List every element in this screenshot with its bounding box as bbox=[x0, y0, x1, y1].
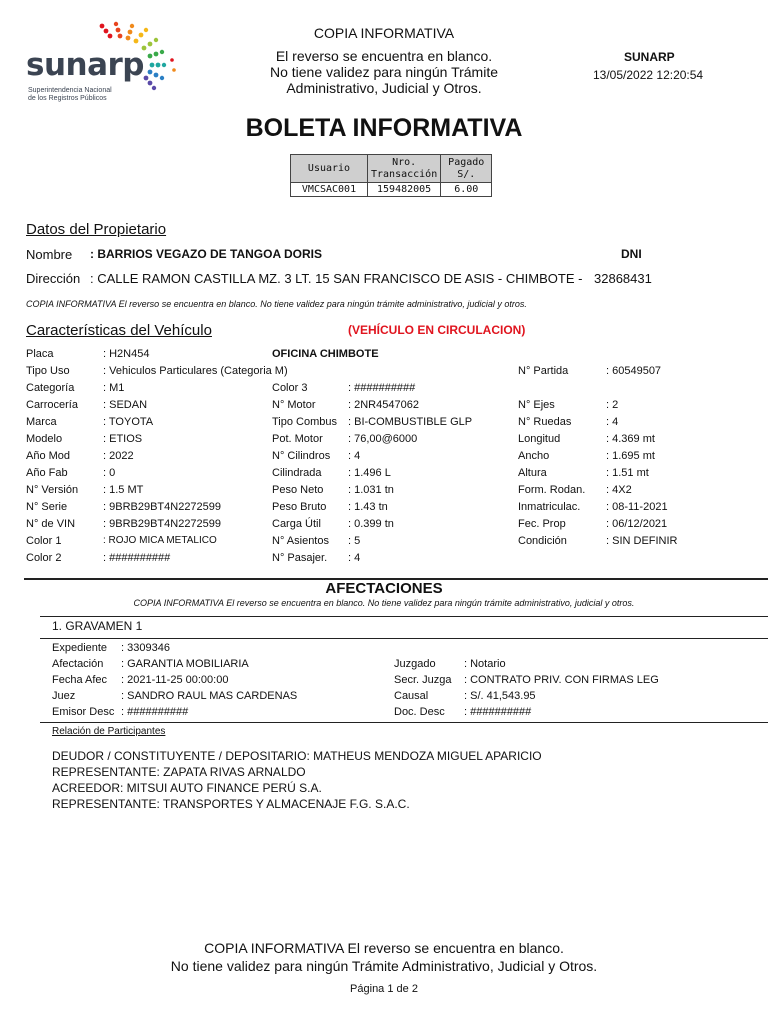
field-label: Afectación bbox=[52, 658, 104, 670]
txn-header-pagado: Pagado S/. bbox=[441, 155, 492, 183]
afectaciones-title: AFECTACIONES bbox=[325, 580, 443, 597]
participant-item: REPRESENTANTE: TRANSPORTES Y ALMACENAJE F.G. S.A.C. bbox=[52, 797, 410, 811]
header-notice-2: No tiene validez para ningún Trámite bbox=[269, 64, 499, 80]
field-label: Causal bbox=[394, 690, 429, 702]
page-number: Página 1 de 2 bbox=[350, 983, 418, 995]
afectaciones-disclaimer: COPIA INFORMATIVA El reverso se encuentra en blanco. No tiene validez para ningún trámite administrativo, judicial y otros. bbox=[133, 598, 635, 608]
field-value: : M1 bbox=[103, 382, 125, 394]
field-value: : 2022 bbox=[103, 450, 134, 462]
field-value: : Notario bbox=[464, 658, 506, 670]
field-label: Color 3 bbox=[272, 382, 308, 394]
field-label: Form. Rodan. bbox=[518, 484, 586, 496]
footer-line-2: No tiene validez para ningún Trámite Administrativo, Judicial y Otros. bbox=[170, 958, 598, 974]
txn-pagado: 6.00 bbox=[441, 183, 492, 197]
logo-wordmark: sunarp bbox=[26, 47, 144, 83]
transaction-table bbox=[290, 154, 492, 197]
txn-usuario: VMCSAC001 bbox=[291, 183, 368, 197]
field-value: : ########## bbox=[121, 706, 189, 718]
field-value: : 1.51 mt bbox=[606, 467, 649, 479]
field-label: Carga Útil bbox=[272, 518, 321, 530]
field-value: : ETIOS bbox=[103, 433, 143, 445]
field-label: Expediente bbox=[52, 642, 108, 654]
owner-section-title: Datos del Propietario bbox=[26, 221, 167, 238]
field-value: : ROJO MICA METALICO bbox=[103, 535, 217, 546]
field-value: : 2021-11-25 00:00:00 bbox=[121, 674, 229, 686]
field-value: : 76,00@6000 bbox=[348, 433, 418, 445]
logo-tagline-2: de los Registros Públicos bbox=[28, 95, 107, 102]
field-value: : 9BRB29BT4N2272599 bbox=[103, 501, 222, 513]
field-label: Inmatriculac. bbox=[518, 501, 581, 513]
field-label: Pot. Motor bbox=[272, 433, 323, 445]
field-value: : 1.5 MT bbox=[103, 484, 144, 496]
field-label: Peso Bruto bbox=[272, 501, 327, 513]
field-label: Año Fab bbox=[26, 467, 68, 479]
field-value: : SEDAN bbox=[103, 399, 148, 411]
field-label: Tipo Combus bbox=[272, 416, 338, 428]
field-label: N° Ruedas bbox=[518, 416, 572, 428]
field-value: : ########## bbox=[464, 706, 532, 718]
field-label: Doc. Desc bbox=[394, 706, 445, 718]
owner-disclaimer: COPIA INFORMATIVA El reverso se encuentra en blanco. No tiene validez para ningún trámite administrativo, judicial y otros. bbox=[26, 299, 527, 309]
participant-item: DEUDOR / CONSTITUYENTE / DEPOSITARIO: MATHEUS MENDOZA MIGUEL APARICIO bbox=[52, 749, 542, 763]
field-label: Año Mod bbox=[26, 450, 71, 462]
field-label: Fecha Afec bbox=[52, 674, 108, 686]
txn-header-transaccion: Nro. Transacción bbox=[368, 155, 441, 183]
field-value: : GARANTIA MOBILIARIA bbox=[121, 658, 249, 670]
field-value: : SANDRO RAUL MAS CARDENAS bbox=[121, 690, 298, 702]
field-label: Juzgado bbox=[394, 658, 436, 670]
field-label: Fec. Prop bbox=[518, 518, 566, 530]
transaction-header-row bbox=[291, 155, 492, 183]
field-label: Modelo bbox=[26, 433, 63, 445]
footer-line-1: COPIA INFORMATIVA El reverso se encuentra en blanco. bbox=[204, 940, 564, 956]
logo-tagline-1: Superintendencia Nacional bbox=[28, 87, 112, 94]
field-value: : BI-COMBUSTIBLE GLP bbox=[348, 416, 473, 428]
field-label: N° Partida bbox=[518, 365, 569, 377]
field-value: : ########## bbox=[348, 382, 416, 394]
field-label: Color 2 bbox=[26, 552, 62, 564]
owner-dni-value: 32868431 bbox=[594, 271, 652, 286]
transaction-value-row bbox=[291, 183, 492, 197]
field-label: Altura bbox=[518, 467, 547, 479]
field-label: N° Versión bbox=[26, 484, 79, 496]
owner-address-label: Dirección bbox=[26, 271, 81, 286]
field-label: Tipo Uso bbox=[26, 365, 70, 377]
field-label: N° Asientos bbox=[272, 535, 329, 547]
field-value: : 08-11-2021 bbox=[606, 501, 668, 513]
field-value: : 5 bbox=[348, 535, 361, 547]
field-label: Juez bbox=[52, 690, 76, 702]
gravamen-top-rule bbox=[40, 616, 768, 617]
field-label: Color 1 bbox=[26, 535, 62, 547]
field-label: N° Motor bbox=[272, 399, 316, 411]
field-label: Categoría bbox=[26, 382, 75, 394]
header-notice-1: El reverso se encuentra en blanco. bbox=[275, 48, 493, 64]
participants-title: Relación de Participantes bbox=[52, 726, 166, 737]
participant-item: ACREEDOR: MITSUI AUTO FINANCE PERÚ S.A. bbox=[52, 781, 322, 795]
field-value: : 2 bbox=[606, 399, 619, 411]
vehicle-section-title: Características del Vehículo bbox=[26, 322, 212, 339]
copy-title: COPIA INFORMATIVA bbox=[313, 25, 455, 41]
field-label: N° Pasajer. bbox=[272, 552, 328, 564]
header-notice-3: Administrativo, Judicial y Otros. bbox=[286, 80, 482, 96]
owner-address-value: : CALLE RAMON CASTILLA MZ. 3 LT. 15 SAN FRANCISCO DE ASIS - CHIMBOTE - bbox=[90, 271, 583, 286]
txn-numero: 159482005 bbox=[368, 183, 441, 197]
field-value: : CONTRATO PRIV. CON FIRMAS LEG bbox=[464, 674, 659, 686]
txn-header-usuario: Usuario bbox=[291, 155, 368, 183]
header-datetime: 13/05/2022 12:20:54 bbox=[593, 68, 704, 82]
field-value: : 06/12/2021 bbox=[606, 518, 668, 530]
field-value: : 4 bbox=[606, 416, 619, 428]
field-label: Ancho bbox=[518, 450, 550, 462]
field-label: Condición bbox=[518, 535, 567, 547]
field-value: : 1.031 tn bbox=[348, 484, 394, 496]
gravamen-heading: 1. GRAVAMEN 1 bbox=[52, 619, 143, 633]
field-value: : S/. 41,543.95 bbox=[464, 690, 536, 702]
field-value: : SIN DEFINIR bbox=[606, 535, 678, 547]
field-value: : ########## bbox=[103, 552, 171, 564]
field-label: Cilindrada bbox=[272, 467, 322, 479]
field-value: : 1.43 tn bbox=[348, 501, 388, 513]
field-value: : 4 bbox=[348, 552, 361, 564]
participant-item: REPRESENTANTE: ZAPATA RIVAS ARNALDO bbox=[52, 765, 306, 779]
owner-name-label: Nombre bbox=[26, 247, 73, 262]
field-label: N° Ejes bbox=[518, 399, 555, 411]
field-label: N° Serie bbox=[26, 501, 68, 513]
field-value: : 1.695 mt bbox=[606, 450, 655, 462]
field-value: : 60549507 bbox=[606, 365, 662, 377]
field-value: : TOYOTA bbox=[103, 416, 154, 428]
field-value: : 4X2 bbox=[606, 484, 632, 496]
owner-dni-label: DNI bbox=[621, 247, 642, 261]
owner-name-value: : BARRIOS VEGAZO DE TANGOA DORIS bbox=[90, 247, 323, 261]
field-label: N° Cilindros bbox=[272, 450, 331, 462]
field-label: Emisor Desc bbox=[52, 706, 115, 718]
field-label: Carrocería bbox=[26, 399, 78, 411]
field-value: : 1.496 L bbox=[348, 467, 391, 479]
field-value: : 3309346 bbox=[121, 642, 170, 654]
header-org: SUNARP bbox=[624, 50, 675, 64]
document-title: BOLETA INFORMATIVA bbox=[245, 114, 523, 142]
field-label: Marca bbox=[26, 416, 57, 428]
field-label: Longitud bbox=[518, 433, 561, 445]
field-label: Secr. Juzga bbox=[394, 674, 452, 686]
field-value: : 4.369 mt bbox=[606, 433, 655, 445]
gravamen-bottom-rule bbox=[40, 722, 768, 723]
field-label: Peso Neto bbox=[272, 484, 324, 496]
field-value: : 0 bbox=[103, 467, 116, 479]
field-value: : 4 bbox=[348, 450, 361, 462]
field-value: : 0.399 tn bbox=[348, 518, 394, 530]
vehicle-office: OFICINA CHIMBOTE bbox=[272, 348, 379, 360]
gravamen-mid-rule bbox=[40, 638, 768, 639]
field-value: : 9BRB29BT4N2272599 bbox=[103, 518, 222, 530]
field-label: Placa bbox=[26, 348, 54, 360]
field-value: : 2NR4547062 bbox=[348, 399, 419, 411]
field-value: : Vehiculos Particulares (Categoria M) bbox=[103, 365, 288, 377]
field-value: : H2N454 bbox=[103, 348, 150, 360]
vehicle-status: (VEHÍCULO EN CIRCULACION) bbox=[348, 323, 526, 337]
field-label: N° de VIN bbox=[26, 518, 76, 530]
